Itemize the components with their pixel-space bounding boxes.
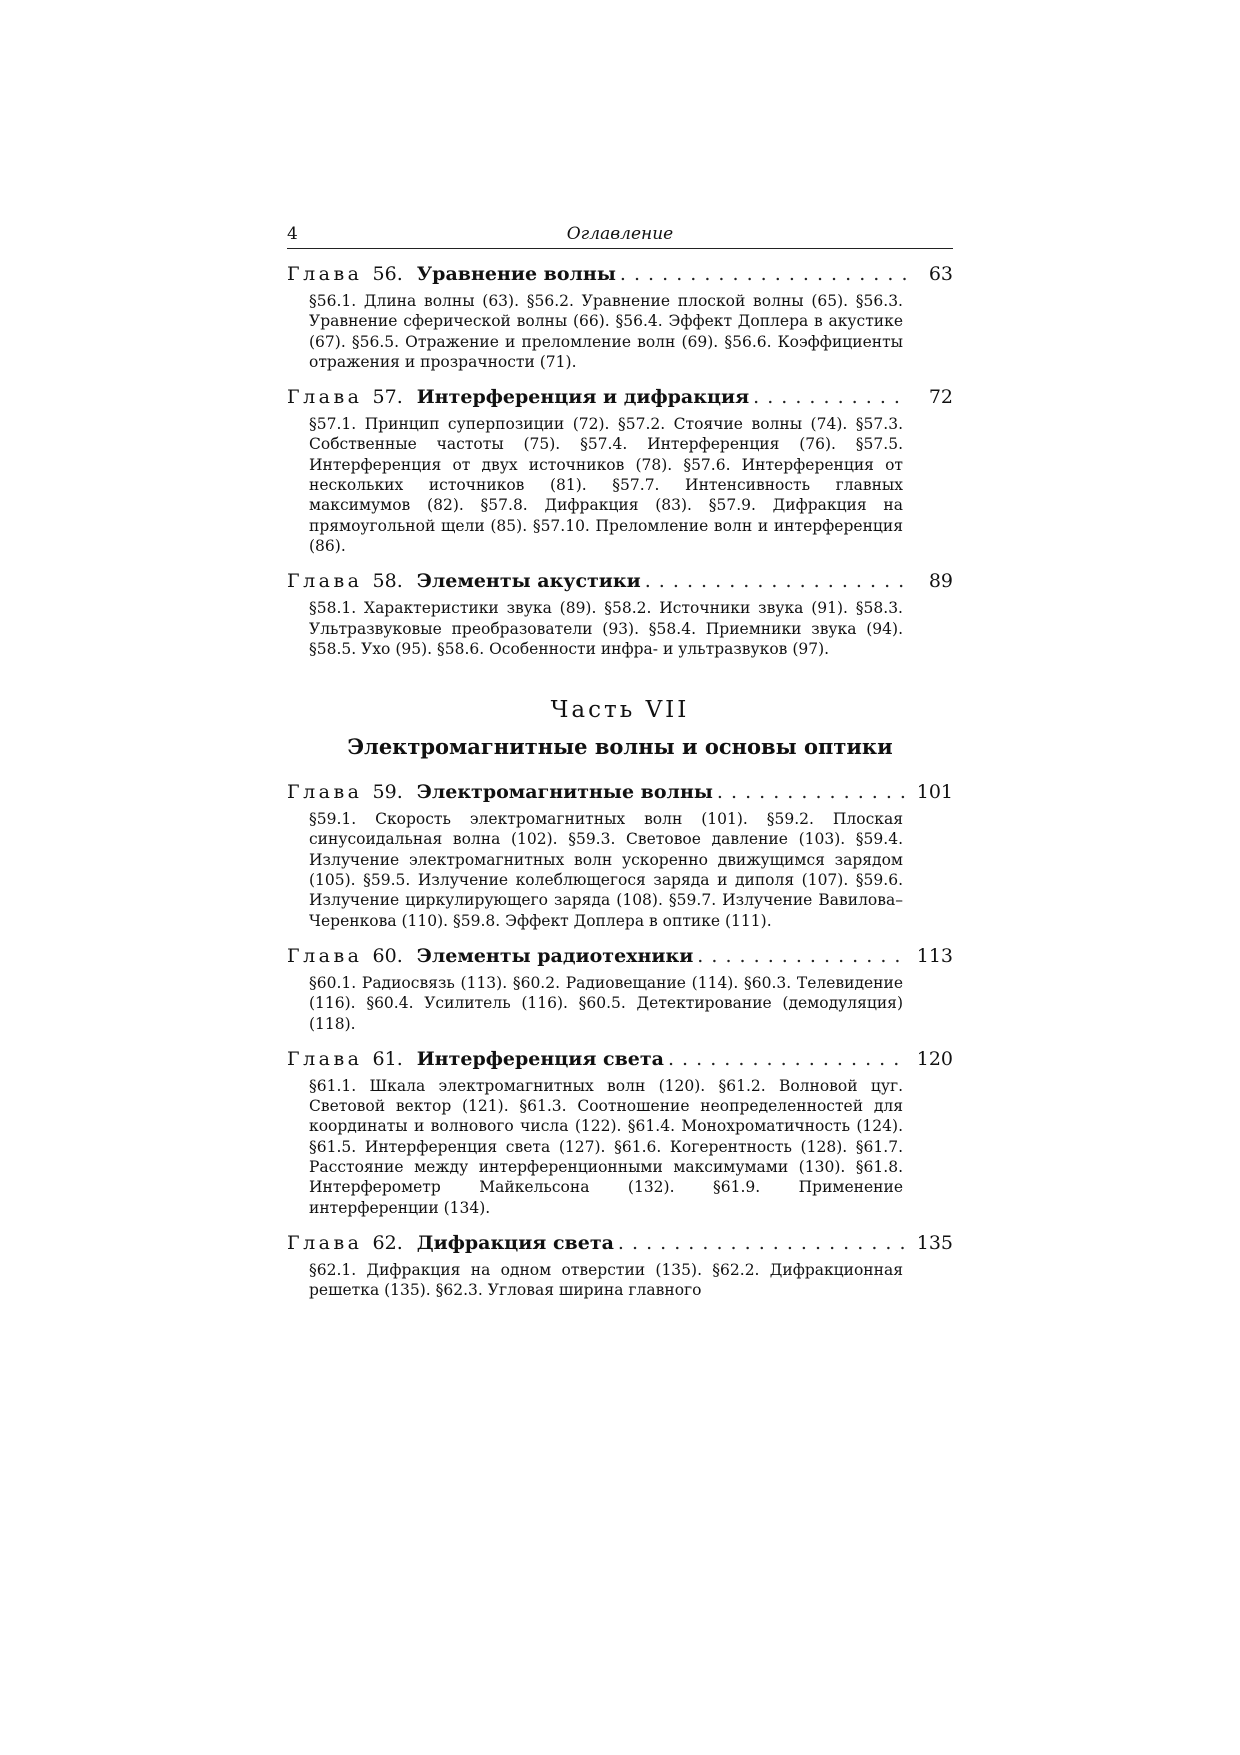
part-title[interactable]: Электромагнитные волны и основы оптики xyxy=(347,734,893,760)
chapter-label: Глава xyxy=(287,570,363,593)
toc-chapter-62[interactable] xyxy=(287,1230,953,1301)
toc-chapter-57[interactable] xyxy=(287,384,953,556)
chapter-sections: §58.1. Характеристики звука (89). §58.2. Источники звука (91). §58.3. Ультразвуковые преобразователи (93). §58.4. Приемники звука (94). §58.5. Ухо (95). §58.6. Особенности инфра- и ультразвуков (97). xyxy=(309,599,903,658)
chapter-page[interactable]: 120 xyxy=(916,1047,953,1070)
toc-page xyxy=(287,224,953,1301)
chapter-number: 61. xyxy=(372,1047,403,1070)
chapter-title[interactable]: Дифракция света xyxy=(416,1231,614,1254)
chapter-sections: §57.1. Принцип суперпозиции (72). §57.2. Стоячие волны (74). §57.3. Собственные частоты (75). §57.4. Интерференция (76). §57.5. Интерференция от двух источников (78). §57.6. Интерференция от нескольких источников (81). §57.7. Интенсивность главных максимумов (82). §57.8. Дифракция (83). §57.9. Дифракция на прямоугольной щели (85). §57.10. Преломление волн и интерференция (86). xyxy=(309,415,903,555)
chapter-label: Глава xyxy=(287,781,363,804)
chapter-title[interactable]: Электромагнитные волны xyxy=(416,781,713,804)
chapter-label: Глава xyxy=(287,263,363,285)
chapter-sections: §60.1. Радиосвязь (113). §60.2. Радиовещание (114). §60.3. Телевидение (116). §60.4. Усилитель (116). §60.5. Детектирование (демодуляция) (118). xyxy=(309,973,903,1033)
chapter-label: Глава xyxy=(287,944,363,967)
chapter-sections: §61.1. Шкала электромагнитных волн (120). §61.2. Волновой цуг. Световой вектор (121). §61.3. Соотношение неопределенностей для координаты и волнового числа (122). §61.4. Монохроматичность (124). §61.5. Интерференция света (127). §61.6. Когерентность (128). §61.7. Расстояние между интерференционными максимумами (130). §61.8. Интерферометр Майкельсона (132). §61.9. Применение интерференции (134). xyxy=(309,1076,903,1217)
leader-dots xyxy=(620,261,907,287)
toc-chapter-60[interactable] xyxy=(287,943,953,1034)
chapter-number: 59. xyxy=(372,781,403,804)
chapter-number: 56. xyxy=(372,263,403,285)
toc-chapter-58[interactable] xyxy=(287,568,953,659)
chapter-title[interactable]: Элементы радиотехники xyxy=(416,944,694,967)
chapter-sections: §59.1. Скорость электромагнитных волн (101). §59.2. Плоская синусоидальная волна (102). §59.3. Световое давление (103). §59.4. Излучение электромагнитных волн ускоренно движущимся зарядом (105). §59.5. Излучение колеблющегося заряда и диполя (107). §59.6. Излучение циркулирующего заряда (108). §59.7. Излучение Вавилова–Черенкова (110). §59.8. Эффект Доплера в оптике (111). xyxy=(309,810,903,930)
leader-dots xyxy=(668,1046,907,1072)
chapter-page[interactable]: 72 xyxy=(928,386,953,409)
chapter-line[interactable] xyxy=(287,384,953,410)
part-heading xyxy=(287,695,953,761)
chapter-line[interactable] xyxy=(287,779,953,805)
running-head-title: Оглавление xyxy=(566,224,674,244)
chapter-label: Глава xyxy=(287,1047,363,1070)
chapter-page[interactable]: 89 xyxy=(928,570,953,593)
chapter-line[interactable] xyxy=(287,1046,953,1072)
chapter-page[interactable]: 101 xyxy=(916,781,953,804)
chapter-sections: §56.1. Длина волны (63). §56.2. Уравнение плоской волны (65). §56.3. Уравнение сферической волны (66). §56.4. Эффект Доплера в акустике (67). §56.5. Отражение и преломление волн (69). §56.6. Коэффициенты отражения и прозрачности (71). xyxy=(309,292,903,371)
leader-dots xyxy=(697,943,907,969)
running-head xyxy=(287,224,953,249)
chapter-title[interactable]: Элементы акустики xyxy=(416,570,641,593)
chapter-number: 58. xyxy=(372,570,403,593)
chapter-line[interactable] xyxy=(287,1230,953,1256)
toc-chapter-61[interactable] xyxy=(287,1046,953,1218)
page-number: 4 xyxy=(287,224,298,244)
chapter-page[interactable]: 113 xyxy=(916,944,953,967)
chapter-line[interactable] xyxy=(287,568,953,594)
leader-dots xyxy=(753,384,907,410)
chapter-sections: §62.1. Дифракция на одном отверстии (135). §62.2. Дифракционная решетка (135). §62.3. Угловая ширина главного xyxy=(309,1260,903,1300)
chapter-label: Глава xyxy=(287,1231,363,1254)
part-label: Часть VII xyxy=(550,697,690,724)
toc-chapter-59[interactable] xyxy=(287,779,953,931)
chapter-number: 62. xyxy=(372,1231,403,1254)
chapter-title[interactable]: Интерференция и дифракция xyxy=(416,386,750,409)
chapter-line[interactable] xyxy=(287,261,953,287)
chapter-page[interactable]: 63 xyxy=(928,263,953,285)
chapter-label: Глава xyxy=(287,386,363,409)
chapter-number: 60. xyxy=(372,944,403,967)
chapter-title[interactable]: Интерференция света xyxy=(416,1047,664,1070)
leader-dots xyxy=(618,1230,907,1256)
chapter-line[interactable] xyxy=(287,943,953,969)
leader-dots xyxy=(645,568,907,594)
leader-dots xyxy=(717,779,907,805)
chapter-title[interactable]: Уравнение волны xyxy=(416,263,616,285)
toc-chapter-56[interactable] xyxy=(287,261,953,372)
chapter-page[interactable]: 135 xyxy=(916,1231,953,1254)
chapter-number: 57. xyxy=(372,386,403,409)
